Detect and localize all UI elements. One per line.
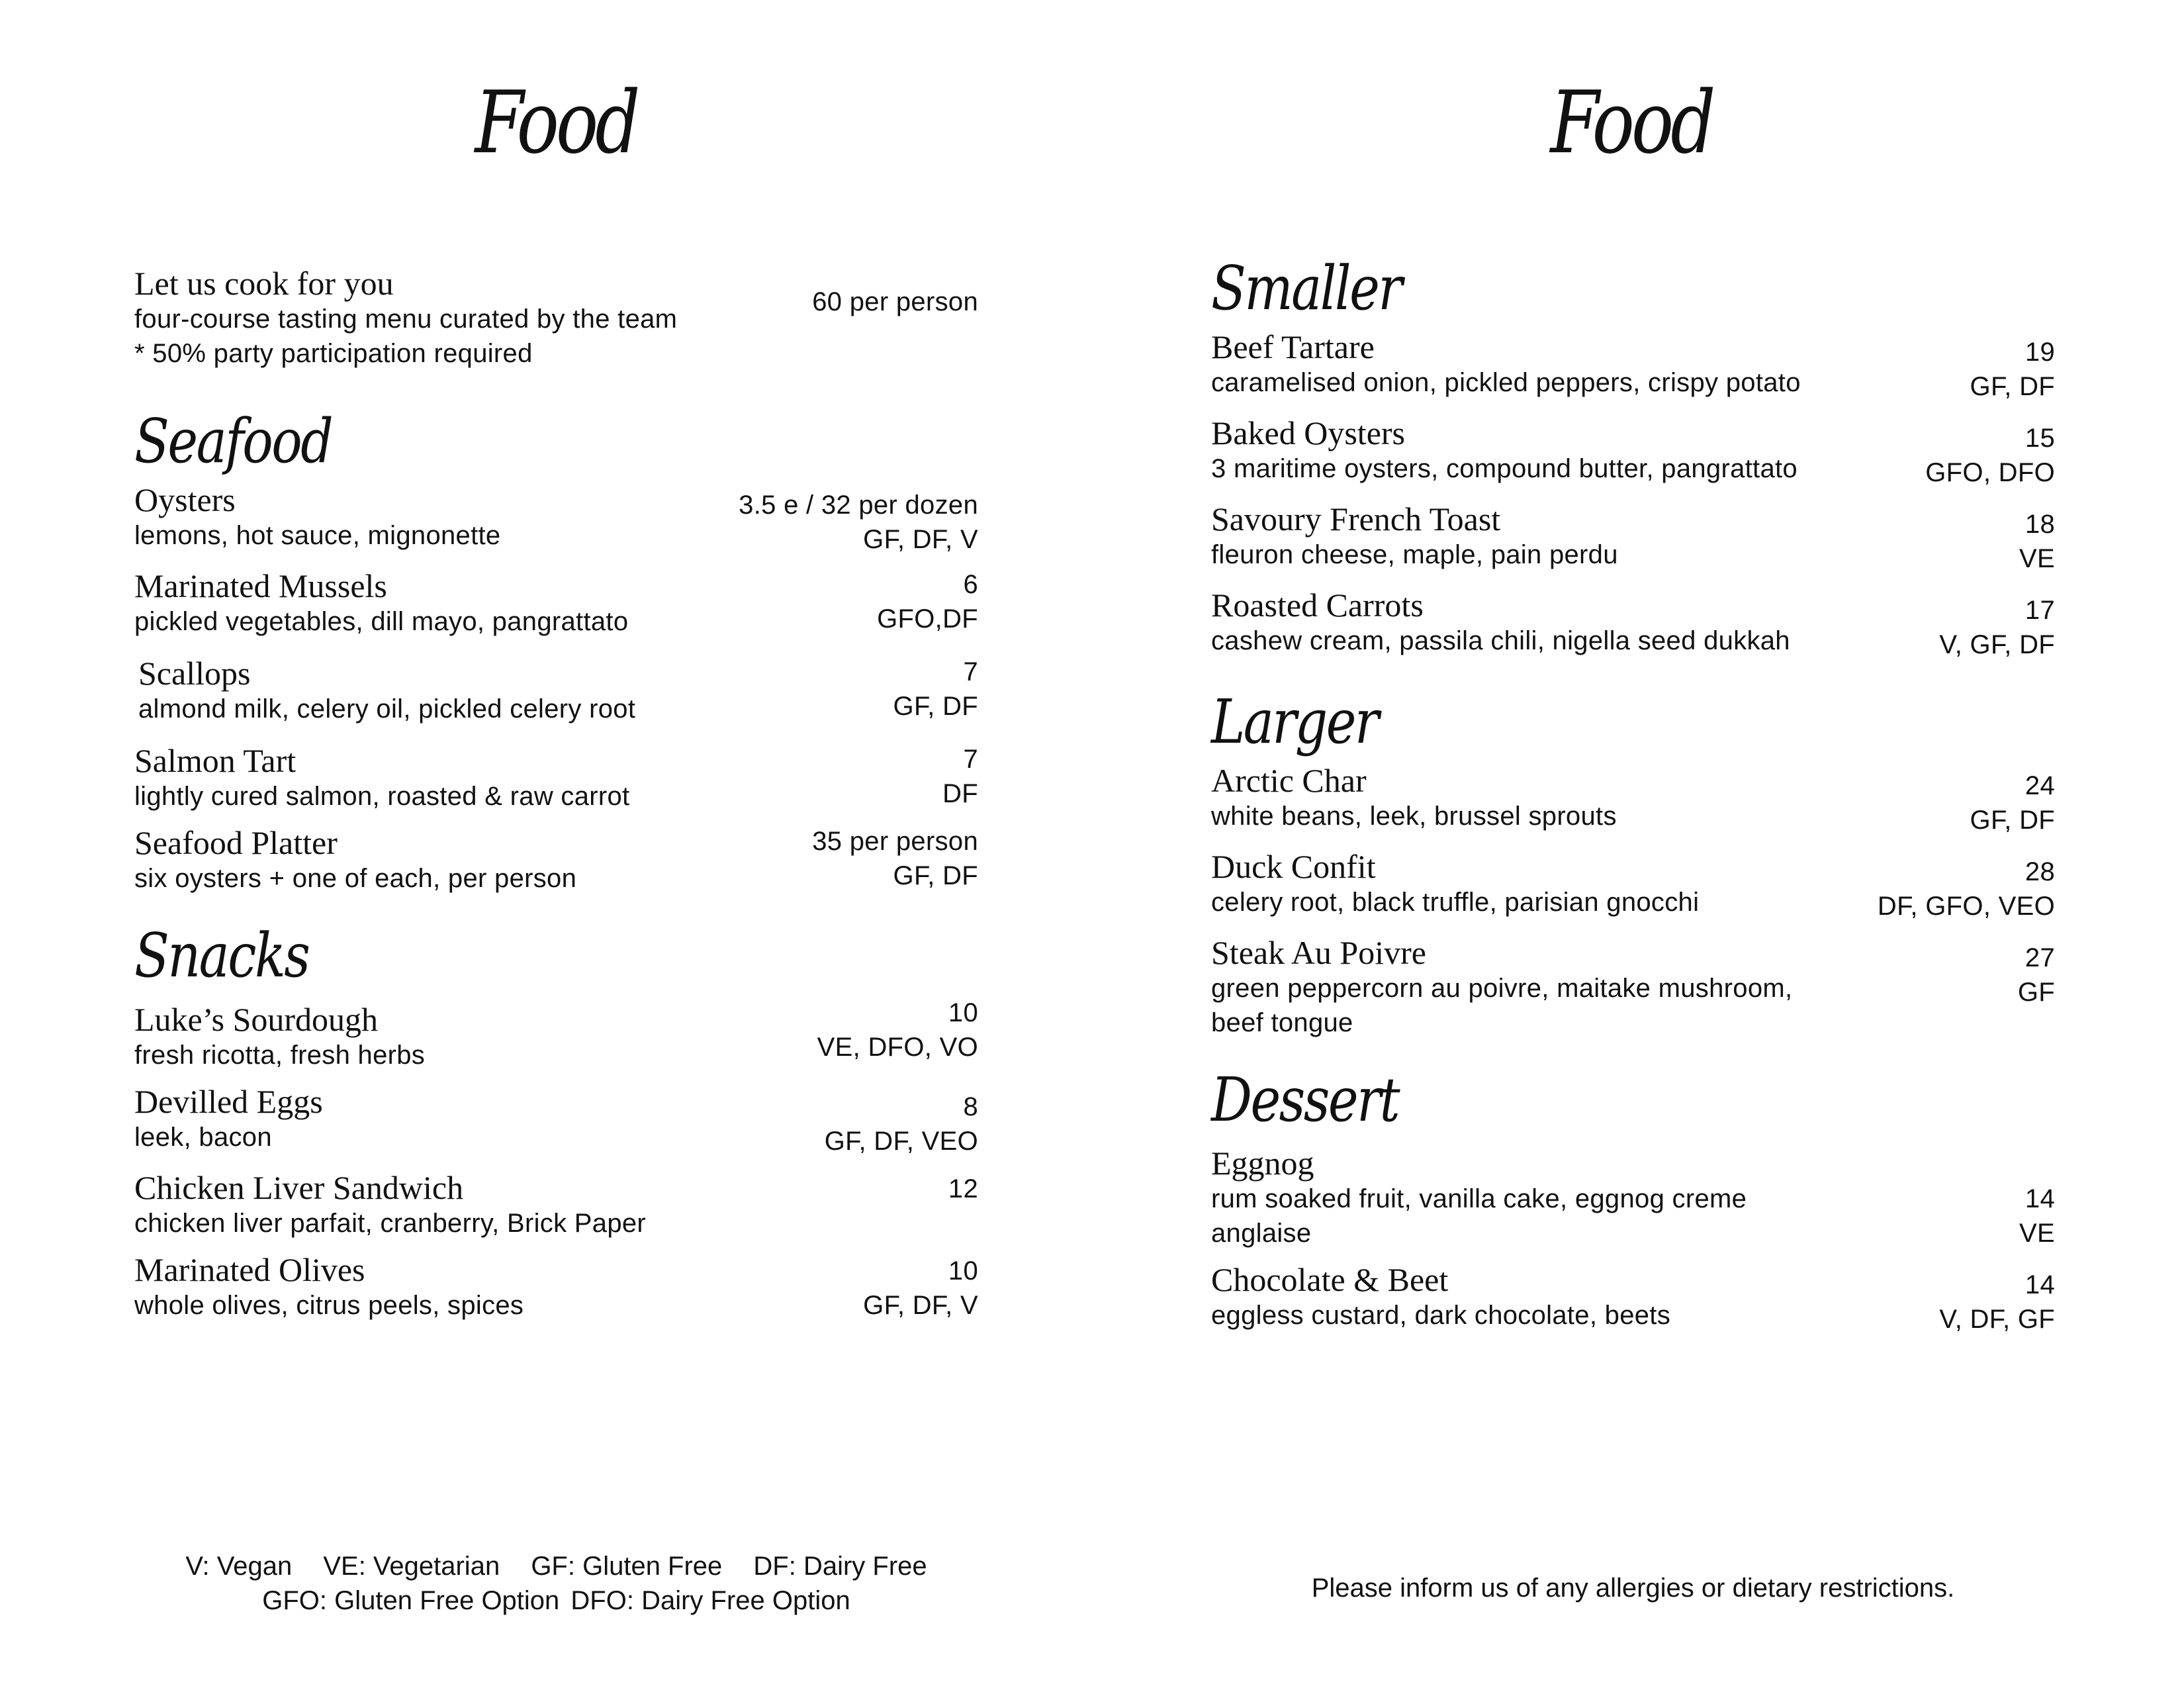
item-name: Chicken Liver Sandwich — [134, 1169, 464, 1207]
legend-vegetarian: VE: Vegetarian — [323, 1552, 500, 1581]
item-desc: lemons, hot sauce, mignonette — [134, 521, 501, 551]
item-desc: six oysters + one of each, per person — [134, 864, 577, 894]
item-name: Let us cook for you — [134, 265, 394, 302]
allergy-notice: Please inform us of any allergies or dietary restrictions. — [1311, 1573, 1955, 1603]
item-name: Roasted Carrots — [1211, 586, 1424, 624]
section-title-dessert: Dessert — [1211, 1064, 1399, 1136]
item-tags: VE — [2019, 544, 2055, 574]
item-desc: leek, bacon — [134, 1123, 272, 1152]
item-price: 28 — [2025, 857, 2055, 887]
item-tags: GF, DF, V — [863, 525, 978, 555]
item-desc: celery root, black truffle, parisian gnocchi — [1211, 888, 1700, 917]
item-tags: GFO, DFO — [1925, 458, 2055, 488]
item-tags: GFO,DF — [877, 604, 978, 634]
item-desc: green peppercorn au poivre, maitake mushroom, — [1211, 974, 1793, 1004]
item-name: Marinated Mussels — [134, 567, 387, 605]
menu-item — [134, 655, 978, 726]
item-name: Devilled Eggs — [134, 1083, 323, 1121]
item-desc: almond milk, celery oil, pickled celery root — [138, 694, 636, 724]
item-price: 7 — [963, 657, 978, 687]
item-name: Luke’s Sourdough — [134, 1001, 379, 1039]
item-price: 27 — [2025, 943, 2055, 973]
item-desc: 3 maritime oysters, compound butter, pangrattato — [1211, 454, 1797, 484]
item-name: Baked Oysters — [1211, 414, 1405, 452]
item-desc-note: * 50% party participation required — [134, 339, 533, 368]
item-price: 10 — [948, 1256, 978, 1286]
item-tags: GF, DF — [893, 861, 978, 891]
item-price: 12 — [948, 1174, 978, 1204]
legend-gluten-free: GF: Gluten Free — [531, 1552, 723, 1581]
item-price: 10 — [948, 998, 978, 1028]
section-title-smaller: Smaller — [1211, 253, 1401, 324]
item-price: 60 per person — [812, 287, 978, 316]
item-tags: GF, DF — [1970, 372, 2055, 402]
item-tags: GF — [2017, 978, 2055, 1008]
item-price: 3.5 e / 32 per dozen — [739, 491, 978, 520]
section-title-seafood: Seafood — [134, 406, 332, 477]
item-price: 15 — [2025, 424, 2055, 453]
item-tags: DF — [942, 779, 978, 809]
item-name: Duck Confit — [1211, 848, 1376, 886]
menu-item — [1211, 500, 2055, 576]
item-tags: VE, DFO, VO — [817, 1033, 978, 1062]
item-desc: eggless custard, dark chocolate, beets — [1211, 1300, 1671, 1330]
item-desc: pickled vegetables, dill mayo, pangrattato — [134, 607, 629, 637]
legend-gluten-free-option: GFO: Gluten Free Option — [262, 1586, 560, 1615]
legend-vegan: V: Vegan — [185, 1552, 293, 1581]
item-desc: cashew cream, passila chili, nigella seed dukkah — [1211, 626, 1790, 656]
item-price: 8 — [963, 1092, 978, 1122]
item-price: 35 per person — [812, 827, 978, 857]
legend-dairy-free-option: DFO: Dairy Free Option — [570, 1586, 850, 1615]
item-name: Marinated Olives — [134, 1251, 365, 1289]
item-desc: fleuron cheese, maple, pain perdu — [1211, 540, 1618, 570]
item-price: 17 — [2025, 596, 2055, 626]
item-tags: GF, DF — [1970, 806, 2055, 835]
item-desc: caramelised onion, pickled peppers, crispy potato — [1211, 368, 1801, 398]
item-desc: whole olives, citrus peels, spices — [134, 1291, 524, 1321]
menu-item — [1211, 848, 2055, 923]
item-name: Chocolate & Beet — [1211, 1260, 1449, 1298]
left-menu-column — [134, 265, 978, 1323]
left-page-title: Food — [475, 72, 637, 173]
menu-item — [134, 481, 978, 557]
menu-item — [134, 1251, 978, 1323]
item-desc: four-course tasting menu curated by the team — [134, 305, 678, 334]
item-name: Eggnog — [1211, 1144, 1314, 1182]
section-title-snacks: Snacks — [134, 920, 309, 992]
item-desc: chicken liver parfait, cranberry, Brick Paper — [134, 1209, 647, 1239]
item-name: Seafood Platter — [134, 824, 338, 862]
item-price: 6 — [963, 570, 978, 600]
menu-item — [134, 1083, 978, 1158]
menu-item — [1211, 414, 2055, 490]
menu-item — [134, 742, 978, 814]
menu-item — [1211, 1141, 2055, 1250]
item-name: Oysters — [134, 481, 236, 519]
item-price: 14 — [2025, 1270, 2055, 1299]
item-tags: GF, DF, VEO — [824, 1127, 978, 1156]
item-name: Beef Tartare — [1211, 328, 1375, 366]
menu-item — [134, 824, 978, 896]
section-title-larger: Larger — [1211, 686, 1378, 758]
item-price: 24 — [2025, 771, 2055, 801]
item-desc: rum soaked fruit, vanilla cake, eggnog creme — [1211, 1184, 1747, 1213]
tasting-menu-item — [134, 265, 978, 371]
right-menu-column — [1211, 255, 2055, 1336]
item-tags: GF, DF, V — [863, 1291, 978, 1321]
item-name: Scallops — [138, 655, 251, 692]
dietary-legend — [134, 1549, 978, 1618]
item-desc: white beans, leek, brussel sprouts — [1211, 802, 1617, 831]
item-tags: DF, GFO, VEO — [1877, 892, 2055, 921]
menu-item — [134, 996, 978, 1072]
item-tags: VE — [2019, 1218, 2055, 1248]
item-price: 18 — [2025, 510, 2055, 539]
right-page-title: Food — [1550, 72, 1713, 173]
menu-item — [1211, 762, 2055, 837]
item-price: 7 — [963, 745, 978, 774]
menu-item — [134, 567, 978, 639]
menu-item — [1211, 1261, 2055, 1336]
menu-item — [1211, 586, 2055, 662]
item-name: Arctic Char — [1211, 762, 1367, 800]
item-price: 14 — [2025, 1184, 2055, 1213]
menu-item — [1211, 328, 2055, 404]
item-desc-cont: anglaise — [1211, 1218, 1312, 1248]
item-desc: fresh ricotta, fresh herbs — [134, 1041, 426, 1070]
menu-item — [1211, 934, 2055, 1040]
item-name: Savoury French Toast — [1211, 500, 1501, 538]
item-desc-cont: beef tongue — [1211, 1008, 1353, 1038]
item-tags: V, DF, GF — [1939, 1304, 2055, 1334]
item-tags: V, GF, DF — [1939, 630, 2055, 660]
item-name: Steak Au Poivre — [1211, 934, 1426, 972]
item-desc: lightly cured salmon, roasted & raw carrot — [134, 782, 630, 812]
item-price: 19 — [2025, 338, 2055, 367]
item-tags: GF, DF — [893, 692, 978, 722]
legend-dairy-free: DF: Dairy Free — [753, 1552, 927, 1581]
item-name: Salmon Tart — [134, 742, 296, 780]
menu-item — [134, 1169, 978, 1241]
